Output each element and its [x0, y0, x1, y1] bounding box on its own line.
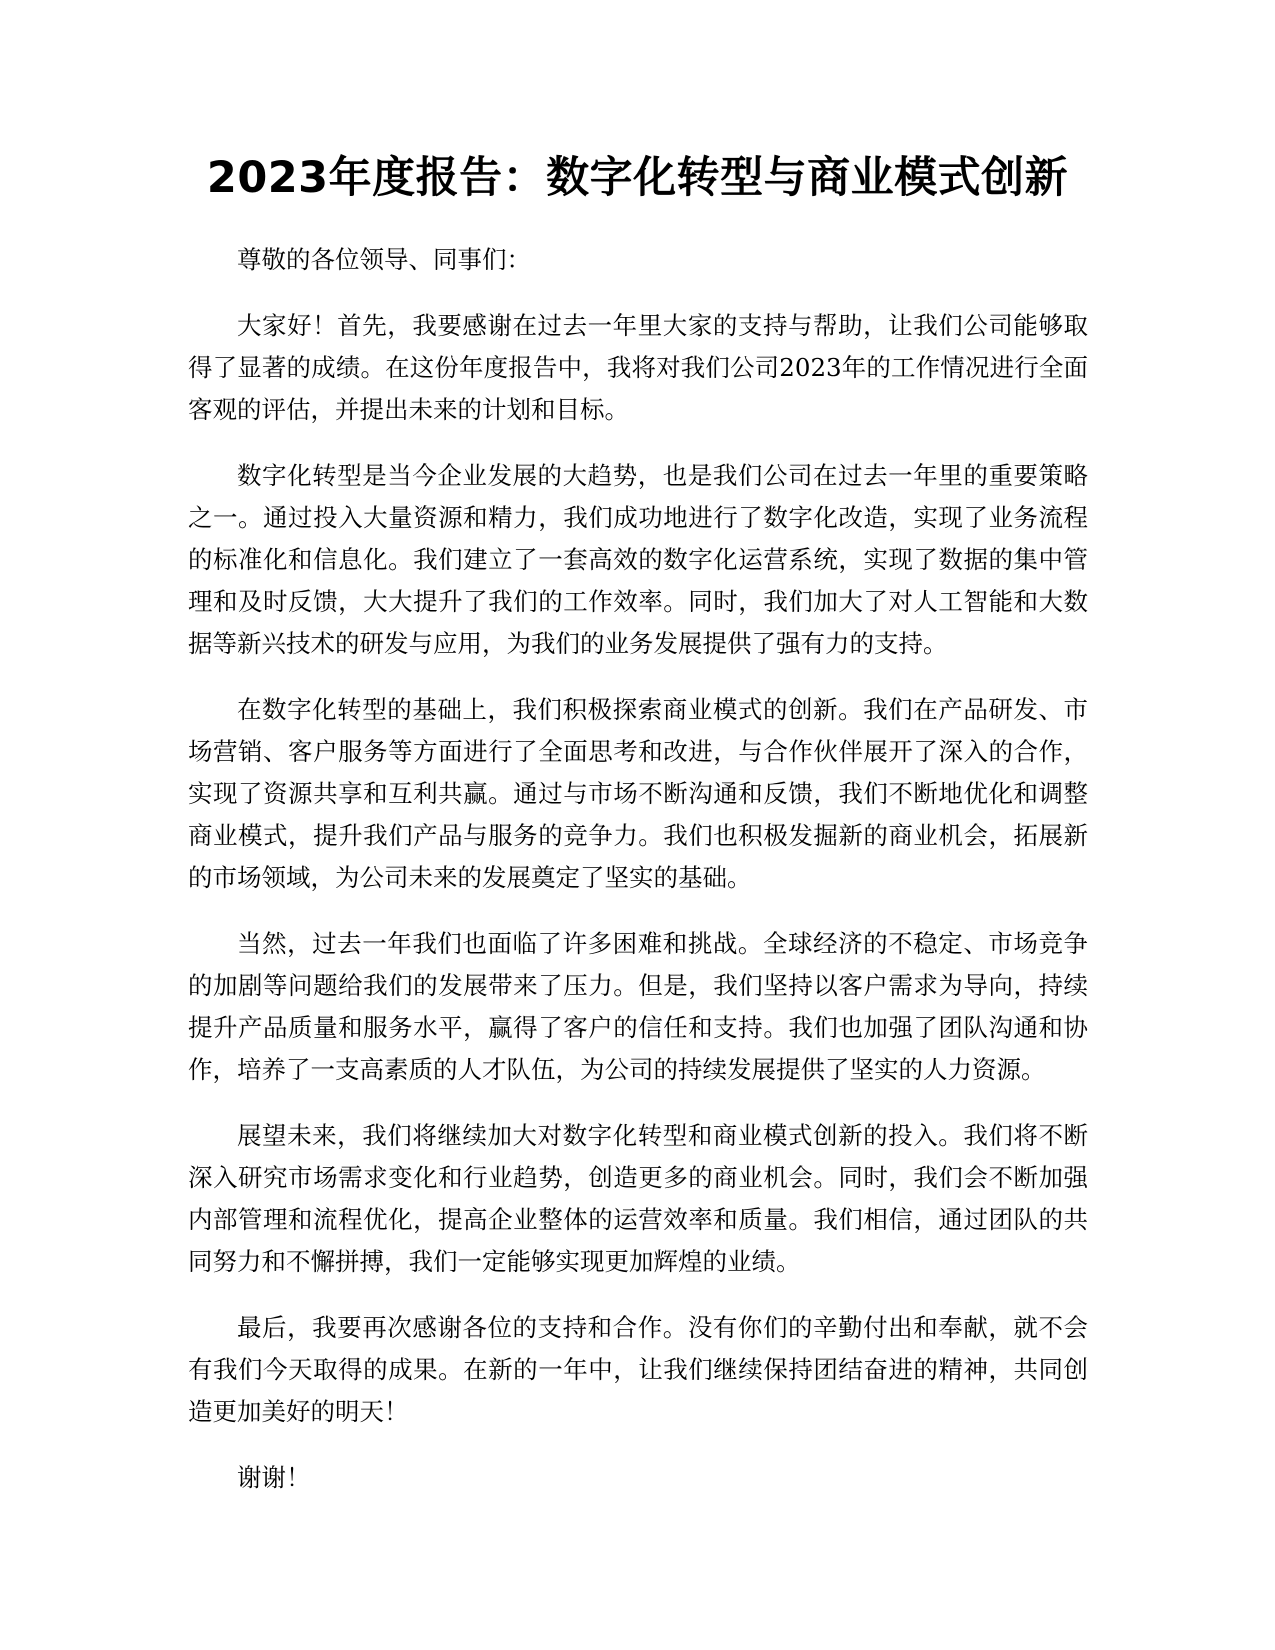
outlook-paragraph: 展望未来，我们将继续加大对数字化转型和商业模式创新的投入。我们将不断深入研究市场需求变化和行业趋势，创造更多的商业机会。同时，我们会不断加强内部管理和流程优化，提高企业整体的运营效率和质量。我们相信，通过团队的共同努力和不懈拼搏，我们一定能够实现更加辉煌的业绩。 [188, 1121, 1088, 1276]
salutation-paragraph: 尊敬的各位领导、同事们： [237, 245, 531, 274]
document-body [188, 239, 1088, 1523]
closing-paragraph: 最后，我要再次感谢各位的支持和合作。没有你们的辛勤付出和奉献，就不会有我们今天取得的成果。在新的一年中，让我们继续保持团结奋进的精神，共同创造更加美好的明天！ [188, 1313, 1088, 1426]
business-model-paragraph: 在数字化转型的基础上，我们积极探索商业模式的创新。我们在产品研发、市场营销、客户服务等方面进行了全面思考和改进，与合作伙伴展开了深入的合作，实现了资源共享和互利共赢。通过与市场不断沟通和反馈，我们不断地优化和调整商业模式，提升我们产品与服务的竞争力。我们也积极发掘新的商业机会，拓展新的市场领域，为公司未来的发展奠定了坚实的基础。 [188, 695, 1088, 892]
greeting-paragraph: 大家好！首先，我要感谢在过去一年里大家的支持与帮助，让我们公司能够取得了显著的成绩。在这份年度报告中，我将对我们公司2023年的工作情况进行全面客观的评估，并提出未来的计划和目标。 [188, 311, 1088, 424]
digital-transformation-paragraph: 数字化转型是当今企业发展的大趋势，也是我们公司在过去一年里的重要策略之一。通过投入大量资源和精力，我们成功地进行了数字化改造，实现了业务流程的标准化和信息化。我们建立了一套高效的数字化运营系统，实现了数据的集中管理和及时反馈，大大提升了我们的工作效率。同时，我们加大了对人工智能和大数据等新兴技术的研发与应用，为我们的业务发展提供了强有力的支持。 [188, 461, 1088, 658]
thanks-paragraph: 谢谢！ [237, 1463, 311, 1492]
document-title: 2023年度报告：数字化转型与商业模式创新 [206, 153, 1069, 203]
challenges-paragraph: 当然，过去一年我们也面临了许多困难和挑战。全球经济的不稳定、市场竞争的加剧等问题给我们的发展带来了压力。但是，我们坚持以客户需求为导向，持续提升产品质量和服务水平，赢得了客户的信任和支持。我们也加强了团队沟通和协作，培养了一支高素质的人才队伍，为公司的持续发展提供了坚实的人力资源。 [188, 929, 1088, 1084]
